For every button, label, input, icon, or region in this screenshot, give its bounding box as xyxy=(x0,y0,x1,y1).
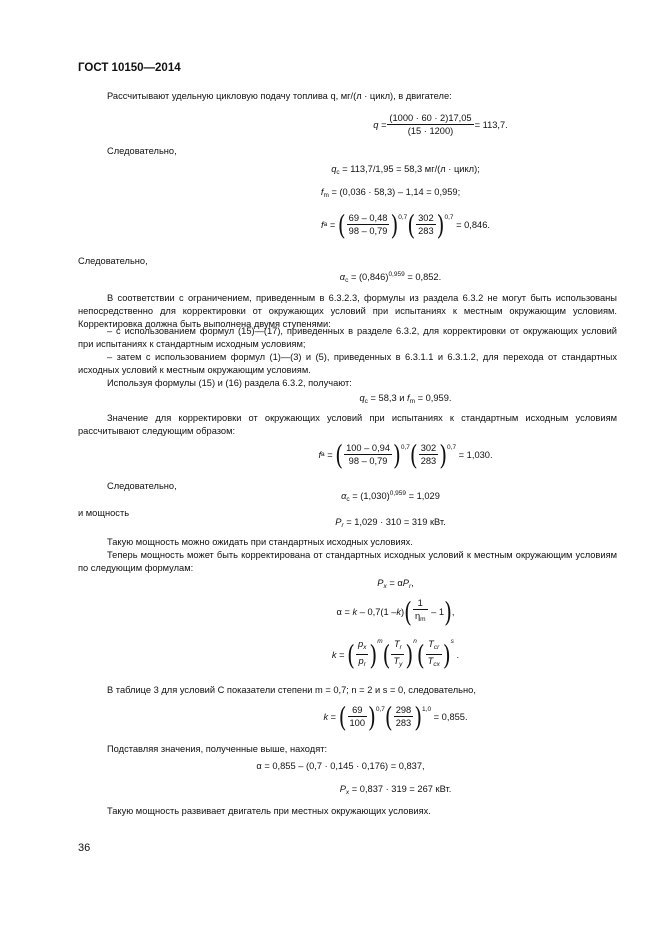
numerator: 302 xyxy=(420,443,437,453)
eq-text: = (0,036 · 58,3) – 1,14 = 0,959; xyxy=(331,187,461,197)
exponent: 1,0 xyxy=(422,706,432,713)
numerator: 100 – 0,94 xyxy=(346,443,391,453)
numerator: 1 xyxy=(413,597,428,610)
eq-text: = (1,030) xyxy=(352,491,390,501)
subscript-c: c xyxy=(336,169,340,176)
paragraph-now-power: Теперь мощность может быть корректирована от стандартных исходных условий к местным окружающим условиям по следующим формулам: xyxy=(78,550,617,573)
equation-fm xyxy=(0,187,661,199)
denominator: 283 xyxy=(420,456,437,466)
denominator: 100 xyxy=(349,718,366,728)
equation-k-values: k = ( $\frac{69}{100}$ ) $^{0,7}$ ( $\frac{298}{283}$ ) $^{1,0}$ = 0,855. xyxy=(323,700,468,733)
equation-alpha-c-1 xyxy=(0,271,661,284)
fraction xyxy=(387,112,473,137)
page-number: 36 xyxy=(78,842,91,854)
eq-text: α = 0,855 – (0,7 · 0,145 · 0,176) = 0,837, xyxy=(256,761,425,771)
equation-px: $P_x = \alpha P_r$, xyxy=(377,578,414,590)
numerator: 302 xyxy=(418,213,434,223)
exponent: 0,959 xyxy=(389,490,407,497)
denominator: (15 · 1200) xyxy=(407,126,454,136)
eq-text: = 1,029 · 310 = 319 кВт. xyxy=(346,517,446,527)
symbol-alpha: α xyxy=(339,272,346,282)
symbol-f: f xyxy=(320,187,324,197)
eq-rhs: = 0,855. xyxy=(433,711,468,722)
exponent: 0,959 xyxy=(388,271,405,278)
subscript-c: c xyxy=(345,277,349,284)
paragraph-therefore-1: Следовательно, xyxy=(107,146,177,156)
equation-fa-2: f a = ( $\frac{100 - 0,94}{98 - 0,79}$ ) $^{0,7}$ ( $\frac{302}{283}$ ) $^{0,7}$ = 1,030. xyxy=(318,438,493,471)
equation-px-value: $P_x = 0,837 \cdot 319 = 267$ кВт. xyxy=(339,784,452,796)
paragraph-therefore-3: Следовательно, xyxy=(107,481,177,491)
equation-pr: $P_r = 1,029 \cdot 310 = 319$ кВт. xyxy=(335,517,446,529)
paragraph-step-1: – с использованием формул (15)—(17), приведенных в разделе 6.3.2, для корректировки от окружающих условий при испытаниях к стандартным исходным условиям; xyxy=(78,326,617,349)
eq-rhs: = 0,846. xyxy=(456,219,490,230)
numerator: 298 xyxy=(395,705,412,715)
eq-text: = 58,3 и xyxy=(370,393,405,403)
document-header: ГОСТ 10150—2014 xyxy=(78,62,181,74)
paragraph-final: Такую мощность развивает двигатель при местных окружающих условиях. xyxy=(107,806,431,816)
exponent: 0,7 xyxy=(375,706,385,713)
paragraph-restriction: В соответствии с ограничением, приведенным в 6.3.2.3, формулы из раздела 6.3.2 не могут быть использованы непосредственно для корректировки от окружающих условий при испытаниях к местным окружающим условиям. Корректировка должна быть выполнена двумя ступенями: xyxy=(78,293,617,329)
equation-alpha-value xyxy=(0,761,661,771)
eq-text: = (0,846) xyxy=(350,272,389,282)
paragraph-and-power: и мощность xyxy=(78,508,130,518)
numerator: 69 xyxy=(348,704,368,717)
equation-fa-1: f a = ( $\frac{69 - 0,48}{98 - 0,79}$ ) $^{0,7}$ ( $\frac{302}{283}$ ) $^{0,7}$ = 0,846. xyxy=(321,208,490,241)
eq-rhs: = 113,7. xyxy=(474,119,508,130)
symbol-q: q xyxy=(331,164,337,174)
eq-text: = 0,959. xyxy=(417,393,452,403)
paragraph-substituting: Подставляя значения, полученные выше, находят: xyxy=(107,744,328,754)
denominator: 98 – 0,79 xyxy=(348,226,388,236)
exponent: 0,7 xyxy=(398,214,408,221)
eq-text: , xyxy=(451,606,455,617)
denominator: 283 xyxy=(395,718,412,728)
denominator: 283 xyxy=(418,226,434,236)
eq-text: = 113,7/1,95 = 58,3 мг/(л · цикл); xyxy=(342,164,480,174)
eq-text: . xyxy=(456,649,460,660)
exponent: 0,7 xyxy=(447,444,457,451)
subscript-m: m xyxy=(323,192,329,199)
equation-qc-fm: $q_c = 58,3$ и $f_m = 0,959$. xyxy=(359,393,452,405)
subscript-a: a xyxy=(323,221,328,228)
equation-alpha: α = k – 0,7(1 – k ) ( $\frac{1}{\eta_m}$ – 1 ) , xyxy=(336,595,455,628)
symbol-f: f xyxy=(321,219,324,230)
equation-q xyxy=(0,112,661,137)
paragraph-expected-power: Такую мощность можно ожидать при стандартных исходных условиях. xyxy=(107,537,413,547)
numerator: (1000 · 60 · 2)17,05 xyxy=(389,113,472,123)
eq-text: – 1 xyxy=(431,606,445,617)
paragraph-using-formulas: Используя формулы (15) и (16) раздела 6.3.2, получают: xyxy=(107,378,352,388)
eq-text: = 1,029 xyxy=(408,491,440,501)
paragraph-table-3: В таблице 3 для условий С показатели степени m = 0,7; n = 2 и s = 0, следовательно, xyxy=(107,685,476,695)
paragraph-correction-value: Значение для корректировки от окружающих условий при испытаниях к стандартным исходным условиям рассчитывают следующим образом: xyxy=(78,413,617,436)
exponent: 0,7 xyxy=(444,214,454,221)
paragraph-step-2: – затем с использованием формул (1)—(3) и (5), приведенных в 6.3.1.1 и 6.3.1.2, для перехода от стандартных исходных условий к местным окружающим условиям. xyxy=(78,352,617,375)
denominator: $\eta_m$ xyxy=(414,611,426,623)
exponent: 0,7 xyxy=(400,444,410,451)
denominator: 98 – 0,79 xyxy=(348,456,388,466)
eq-lhs: q = xyxy=(373,119,387,130)
numerator: 69 – 0,48 xyxy=(348,213,388,223)
paragraph-therefore-2: Следовательно, xyxy=(78,256,148,266)
eq-rhs: = 1,030. xyxy=(458,449,493,460)
paragraph-specific-feed: Рассчитывают удельную цикловую подачу топлива q, мг/(л · цикл), в двигателе: xyxy=(107,91,452,101)
equation-k-general: k = ( $\frac{p_x}{p_r}$ ) $^m$ ( $\frac{T_r}{T_y}$ ) $^n$ ( $\frac{T_{cr}}{T_{cx}}$ ) $^s$ . xyxy=(331,638,460,671)
eq-text: = 0,837 · 319 = 267 кВт. xyxy=(351,784,452,794)
equation-alpha-c-2: $\alpha_c = (1,030)^{0,959} = 1,029$ xyxy=(341,490,440,503)
eq-text: = 0,852. xyxy=(407,272,442,282)
equation-qc xyxy=(0,164,661,176)
